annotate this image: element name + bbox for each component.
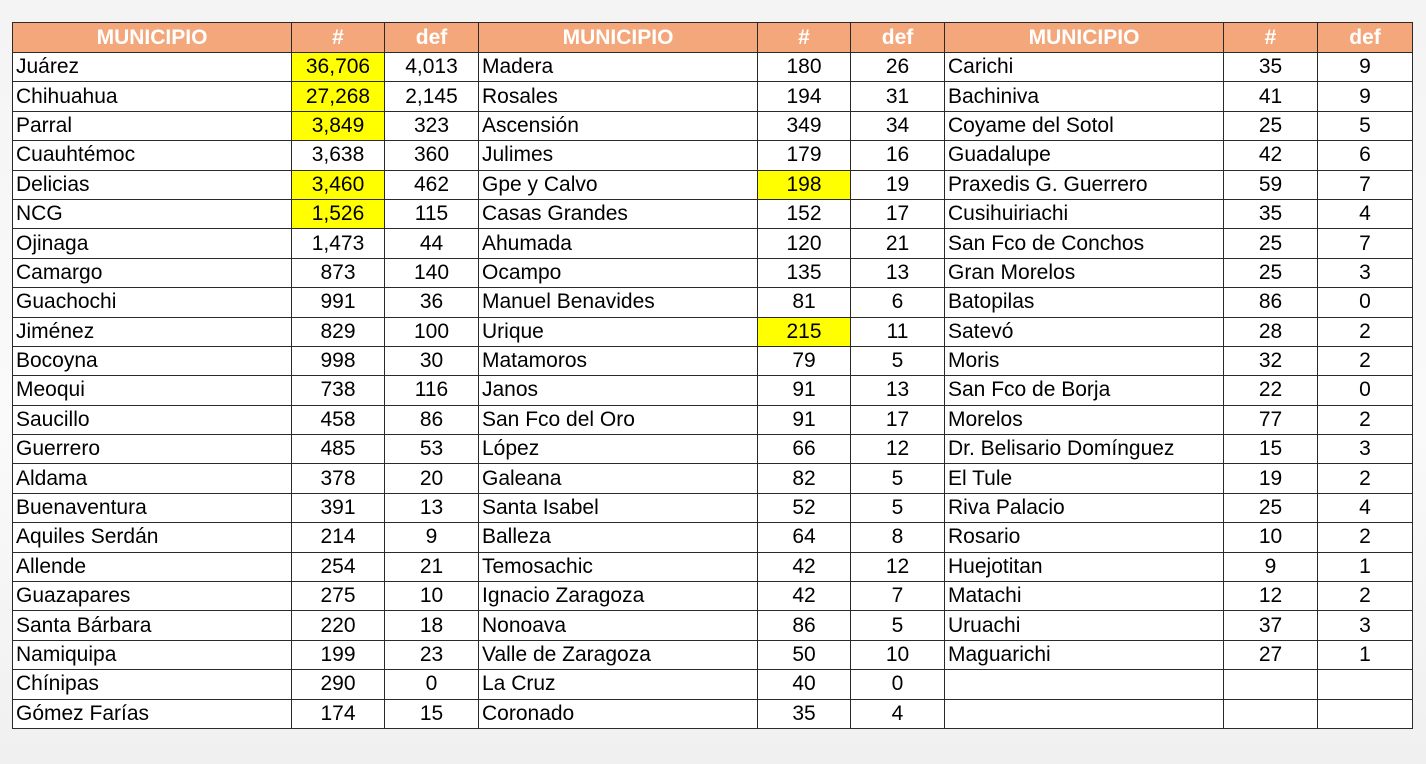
municipio-name-cell: Maguarichi — [945, 640, 1224, 669]
def-cell: 13 — [851, 376, 945, 405]
table-row — [13, 82, 1413, 111]
def-cell: 2 — [1318, 464, 1413, 493]
def-cell: 16 — [851, 141, 945, 170]
municipio-name-cell: La Cruz — [479, 670, 758, 699]
def-cell: 2 — [1318, 317, 1413, 346]
municipio-name-cell: San Fco de Conchos — [945, 229, 1224, 258]
table-row — [13, 229, 1413, 258]
count-cell: 52 — [758, 493, 851, 522]
header-count-1: # — [292, 23, 385, 53]
municipio-name-cell: Nonoava — [479, 611, 758, 640]
def-cell: 0 — [851, 670, 945, 699]
municipio-name-cell: Moris — [945, 346, 1224, 375]
municipio-name-cell: Gómez Farías — [13, 699, 292, 728]
municipio-name-cell: Aquiles Serdán — [13, 523, 292, 552]
header-def-1: def — [385, 23, 479, 53]
count-cell: 349 — [758, 111, 851, 140]
def-cell: 44 — [385, 229, 479, 258]
header-row — [13, 23, 1413, 53]
def-cell: 0 — [385, 670, 479, 699]
def-cell — [1318, 670, 1413, 699]
def-cell: 3 — [1318, 435, 1413, 464]
count-cell: 27 — [1224, 640, 1318, 669]
def-cell: 0 — [1318, 288, 1413, 317]
municipio-name-cell: El Tule — [945, 464, 1224, 493]
count-cell: 485 — [292, 435, 385, 464]
count-cell: 82 — [758, 464, 851, 493]
header-municipio-2: MUNICIPIO — [479, 23, 758, 53]
def-cell: 115 — [385, 199, 479, 228]
municipio-name-cell: Bocoyna — [13, 346, 292, 375]
def-cell: 323 — [385, 111, 479, 140]
table-row — [13, 53, 1413, 82]
municipio-name-cell: Guachochi — [13, 288, 292, 317]
def-cell: 7 — [1318, 170, 1413, 199]
municipio-name-cell: Huejotitan — [945, 552, 1224, 581]
def-cell: 7 — [851, 582, 945, 611]
def-cell: 12 — [851, 552, 945, 581]
municipio-name-cell: San Fco de Borja — [945, 376, 1224, 405]
def-cell: 13 — [851, 258, 945, 287]
count-cell: 86 — [1224, 288, 1318, 317]
def-cell: 10 — [851, 640, 945, 669]
municipio-name-cell: Ascensión — [479, 111, 758, 140]
municipio-name-cell: Matamoros — [479, 346, 758, 375]
def-cell: 116 — [385, 376, 479, 405]
count-cell — [1224, 670, 1318, 699]
municipio-table — [12, 22, 1413, 729]
count-cell: 28 — [1224, 317, 1318, 346]
count-cell: 458 — [292, 405, 385, 434]
table-row — [13, 464, 1413, 493]
def-cell: 9 — [1318, 82, 1413, 111]
table-row — [13, 258, 1413, 287]
municipio-name-cell: Ocampo — [479, 258, 758, 287]
def-cell: 3 — [1318, 611, 1413, 640]
count-cell: 214 — [292, 523, 385, 552]
header-def-3: def — [1318, 23, 1413, 53]
count-cell: 22 — [1224, 376, 1318, 405]
count-cell: 79 — [758, 346, 851, 375]
def-cell: 26 — [851, 53, 945, 82]
table-row — [13, 493, 1413, 522]
table-row — [13, 288, 1413, 317]
count-cell: 12 — [1224, 582, 1318, 611]
def-cell: 20 — [385, 464, 479, 493]
def-cell: 9 — [385, 523, 479, 552]
def-cell: 0 — [1318, 376, 1413, 405]
header-municipio-3: MUNICIPIO — [945, 23, 1224, 53]
def-cell: 100 — [385, 317, 479, 346]
def-cell: 30 — [385, 346, 479, 375]
count-cell: 9 — [1224, 552, 1318, 581]
municipio-name-cell: Coyame del Sotol — [945, 111, 1224, 140]
count-cell: 290 — [292, 670, 385, 699]
def-cell: 53 — [385, 435, 479, 464]
count-cell: 1,526 — [292, 199, 385, 228]
count-cell: 152 — [758, 199, 851, 228]
municipio-name-cell: Aldama — [13, 464, 292, 493]
count-cell: 50 — [758, 640, 851, 669]
count-cell: 19 — [1224, 464, 1318, 493]
count-cell: 77 — [1224, 405, 1318, 434]
def-cell: 31 — [851, 82, 945, 111]
def-cell: 18 — [385, 611, 479, 640]
def-cell: 11 — [851, 317, 945, 346]
def-cell: 5 — [851, 464, 945, 493]
def-cell: 140 — [385, 258, 479, 287]
count-cell: 25 — [1224, 229, 1318, 258]
def-cell: 2 — [1318, 582, 1413, 611]
def-cell: 86 — [385, 405, 479, 434]
municipio-name-cell: Batopilas — [945, 288, 1224, 317]
table-body — [13, 53, 1413, 729]
def-cell: 4 — [851, 699, 945, 728]
municipio-name-cell: Parral — [13, 111, 292, 140]
municipio-table-wrapper — [12, 22, 1412, 756]
count-cell: 199 — [292, 640, 385, 669]
municipio-name-cell: Uruachi — [945, 611, 1224, 640]
municipio-name-cell: Allende — [13, 552, 292, 581]
municipio-name-cell: Gpe y Calvo — [479, 170, 758, 199]
count-cell: 42 — [758, 552, 851, 581]
table-row — [13, 670, 1413, 699]
table-row — [13, 346, 1413, 375]
def-cell: 2 — [1318, 405, 1413, 434]
municipio-name-cell: Saucillo — [13, 405, 292, 434]
municipio-name-cell: Ojinaga — [13, 229, 292, 258]
def-cell: 5 — [1318, 111, 1413, 140]
def-cell: 15 — [385, 699, 479, 728]
def-cell: 360 — [385, 141, 479, 170]
count-cell: 120 — [758, 229, 851, 258]
table-row — [13, 317, 1413, 346]
municipio-name-cell: Coronado — [479, 699, 758, 728]
municipio-name-cell: Valle de Zaragoza — [479, 640, 758, 669]
count-cell: 215 — [758, 317, 851, 346]
count-cell: 27,268 — [292, 82, 385, 111]
municipio-name-cell — [945, 670, 1224, 699]
count-cell: 174 — [292, 699, 385, 728]
def-cell: 7 — [1318, 229, 1413, 258]
header-municipio-1: MUNICIPIO — [13, 23, 292, 53]
def-cell: 12 — [851, 435, 945, 464]
municipio-name-cell: Casas Grandes — [479, 199, 758, 228]
def-cell: 2,145 — [385, 82, 479, 111]
table-row — [13, 141, 1413, 170]
municipio-name-cell: Temosachic — [479, 552, 758, 581]
municipio-name-cell: Delicias — [13, 170, 292, 199]
municipio-name-cell: Santa Isabel — [479, 493, 758, 522]
count-cell: 35 — [758, 699, 851, 728]
municipio-name-cell: Manuel Benavides — [479, 288, 758, 317]
municipio-name-cell: Ignacio Zaragoza — [479, 582, 758, 611]
municipio-name-cell: Juárez — [13, 53, 292, 82]
def-cell — [1318, 699, 1413, 728]
table-row — [13, 170, 1413, 199]
def-cell: 10 — [385, 582, 479, 611]
def-cell: 9 — [1318, 53, 1413, 82]
def-cell: 19 — [851, 170, 945, 199]
table-row — [13, 582, 1413, 611]
def-cell: 4 — [1318, 493, 1413, 522]
count-cell: 81 — [758, 288, 851, 317]
municipio-name-cell: Cuauhtémoc — [13, 141, 292, 170]
municipio-name-cell: Madera — [479, 53, 758, 82]
def-cell: 2 — [1318, 523, 1413, 552]
count-cell: 275 — [292, 582, 385, 611]
municipio-name-cell: Camargo — [13, 258, 292, 287]
table-row — [13, 111, 1413, 140]
municipio-name-cell: Julimes — [479, 141, 758, 170]
count-cell: 40 — [758, 670, 851, 699]
def-cell: 3 — [1318, 258, 1413, 287]
count-cell: 36,706 — [292, 53, 385, 82]
table-row — [13, 199, 1413, 228]
count-cell: 991 — [292, 288, 385, 317]
def-cell: 8 — [851, 523, 945, 552]
municipio-name-cell: Guazapares — [13, 582, 292, 611]
count-cell: 35 — [1224, 53, 1318, 82]
municipio-name-cell — [945, 699, 1224, 728]
def-cell: 6 — [1318, 141, 1413, 170]
def-cell: 17 — [851, 199, 945, 228]
municipio-name-cell: Buenaventura — [13, 493, 292, 522]
def-cell: 5 — [851, 611, 945, 640]
count-cell: 220 — [292, 611, 385, 640]
municipio-name-cell: Guerrero — [13, 435, 292, 464]
count-cell: 3,460 — [292, 170, 385, 199]
municipio-name-cell: Cusihuiriachi — [945, 199, 1224, 228]
def-cell: 5 — [851, 493, 945, 522]
def-cell: 6 — [851, 288, 945, 317]
count-cell: 10 — [1224, 523, 1318, 552]
def-cell: 17 — [851, 405, 945, 434]
def-cell: 23 — [385, 640, 479, 669]
municipio-name-cell: Balleza — [479, 523, 758, 552]
count-cell: 391 — [292, 493, 385, 522]
def-cell: 21 — [385, 552, 479, 581]
municipio-name-cell: Carichi — [945, 53, 1224, 82]
table-row — [13, 699, 1413, 728]
count-cell: 873 — [292, 258, 385, 287]
municipio-name-cell: Riva Palacio — [945, 493, 1224, 522]
municipio-name-cell: López — [479, 435, 758, 464]
count-cell: 66 — [758, 435, 851, 464]
count-cell: 194 — [758, 82, 851, 111]
count-cell: 64 — [758, 523, 851, 552]
def-cell: 21 — [851, 229, 945, 258]
municipio-name-cell: Meoqui — [13, 376, 292, 405]
municipio-name-cell: Namiquipa — [13, 640, 292, 669]
def-cell: 34 — [851, 111, 945, 140]
count-cell: 42 — [758, 582, 851, 611]
def-cell: 2 — [1318, 346, 1413, 375]
municipio-name-cell: Chihuahua — [13, 82, 292, 111]
count-cell: 180 — [758, 53, 851, 82]
count-cell: 3,638 — [292, 141, 385, 170]
count-cell: 378 — [292, 464, 385, 493]
municipio-name-cell: San Fco del Oro — [479, 405, 758, 434]
header-count-2: # — [758, 23, 851, 53]
table-row — [13, 552, 1413, 581]
count-cell: 25 — [1224, 258, 1318, 287]
count-cell: 86 — [758, 611, 851, 640]
municipio-name-cell: Jiménez — [13, 317, 292, 346]
def-cell: 13 — [385, 493, 479, 522]
def-cell: 1 — [1318, 552, 1413, 581]
count-cell: 32 — [1224, 346, 1318, 375]
count-cell: 738 — [292, 376, 385, 405]
municipio-name-cell: Morelos — [945, 405, 1224, 434]
municipio-name-cell: Galeana — [479, 464, 758, 493]
def-cell: 5 — [851, 346, 945, 375]
municipio-name-cell: Ahumada — [479, 229, 758, 258]
municipio-name-cell: Matachi — [945, 582, 1224, 611]
count-cell: 15 — [1224, 435, 1318, 464]
count-cell: 37 — [1224, 611, 1318, 640]
count-cell: 198 — [758, 170, 851, 199]
count-cell: 254 — [292, 552, 385, 581]
header-def-2: def — [851, 23, 945, 53]
count-cell: 41 — [1224, 82, 1318, 111]
count-cell: 91 — [758, 405, 851, 434]
def-cell: 1 — [1318, 640, 1413, 669]
municipio-name-cell: Rosales — [479, 82, 758, 111]
municipio-name-cell: Gran Morelos — [945, 258, 1224, 287]
count-cell: 91 — [758, 376, 851, 405]
municipio-name-cell: Praxedis G. Guerrero — [945, 170, 1224, 199]
count-cell: 179 — [758, 141, 851, 170]
table-row — [13, 611, 1413, 640]
header-count-3: # — [1224, 23, 1318, 53]
table-row — [13, 376, 1413, 405]
table-row — [13, 435, 1413, 464]
count-cell: 135 — [758, 258, 851, 287]
count-cell: 42 — [1224, 141, 1318, 170]
count-cell: 35 — [1224, 199, 1318, 228]
def-cell: 36 — [385, 288, 479, 317]
municipio-name-cell: Guadalupe — [945, 141, 1224, 170]
count-cell: 1,473 — [292, 229, 385, 258]
municipio-name-cell: Satevó — [945, 317, 1224, 346]
count-cell: 3,849 — [292, 111, 385, 140]
municipio-name-cell: NCG — [13, 199, 292, 228]
municipio-name-cell: Dr. Belisario Domínguez — [945, 435, 1224, 464]
municipio-name-cell: Rosario — [945, 523, 1224, 552]
count-cell: 25 — [1224, 493, 1318, 522]
municipio-name-cell: Bachiniva — [945, 82, 1224, 111]
def-cell: 4 — [1318, 199, 1413, 228]
count-cell: 25 — [1224, 111, 1318, 140]
def-cell: 4,013 — [385, 53, 479, 82]
count-cell: 59 — [1224, 170, 1318, 199]
def-cell: 462 — [385, 170, 479, 199]
table-row — [13, 640, 1413, 669]
municipio-name-cell: Santa Bárbara — [13, 611, 292, 640]
count-cell: 829 — [292, 317, 385, 346]
count-cell — [1224, 699, 1318, 728]
municipio-name-cell: Janos — [479, 376, 758, 405]
count-cell: 998 — [292, 346, 385, 375]
table-row — [13, 405, 1413, 434]
table-row — [13, 523, 1413, 552]
municipio-name-cell: Urique — [479, 317, 758, 346]
municipio-name-cell: Chínipas — [13, 670, 292, 699]
